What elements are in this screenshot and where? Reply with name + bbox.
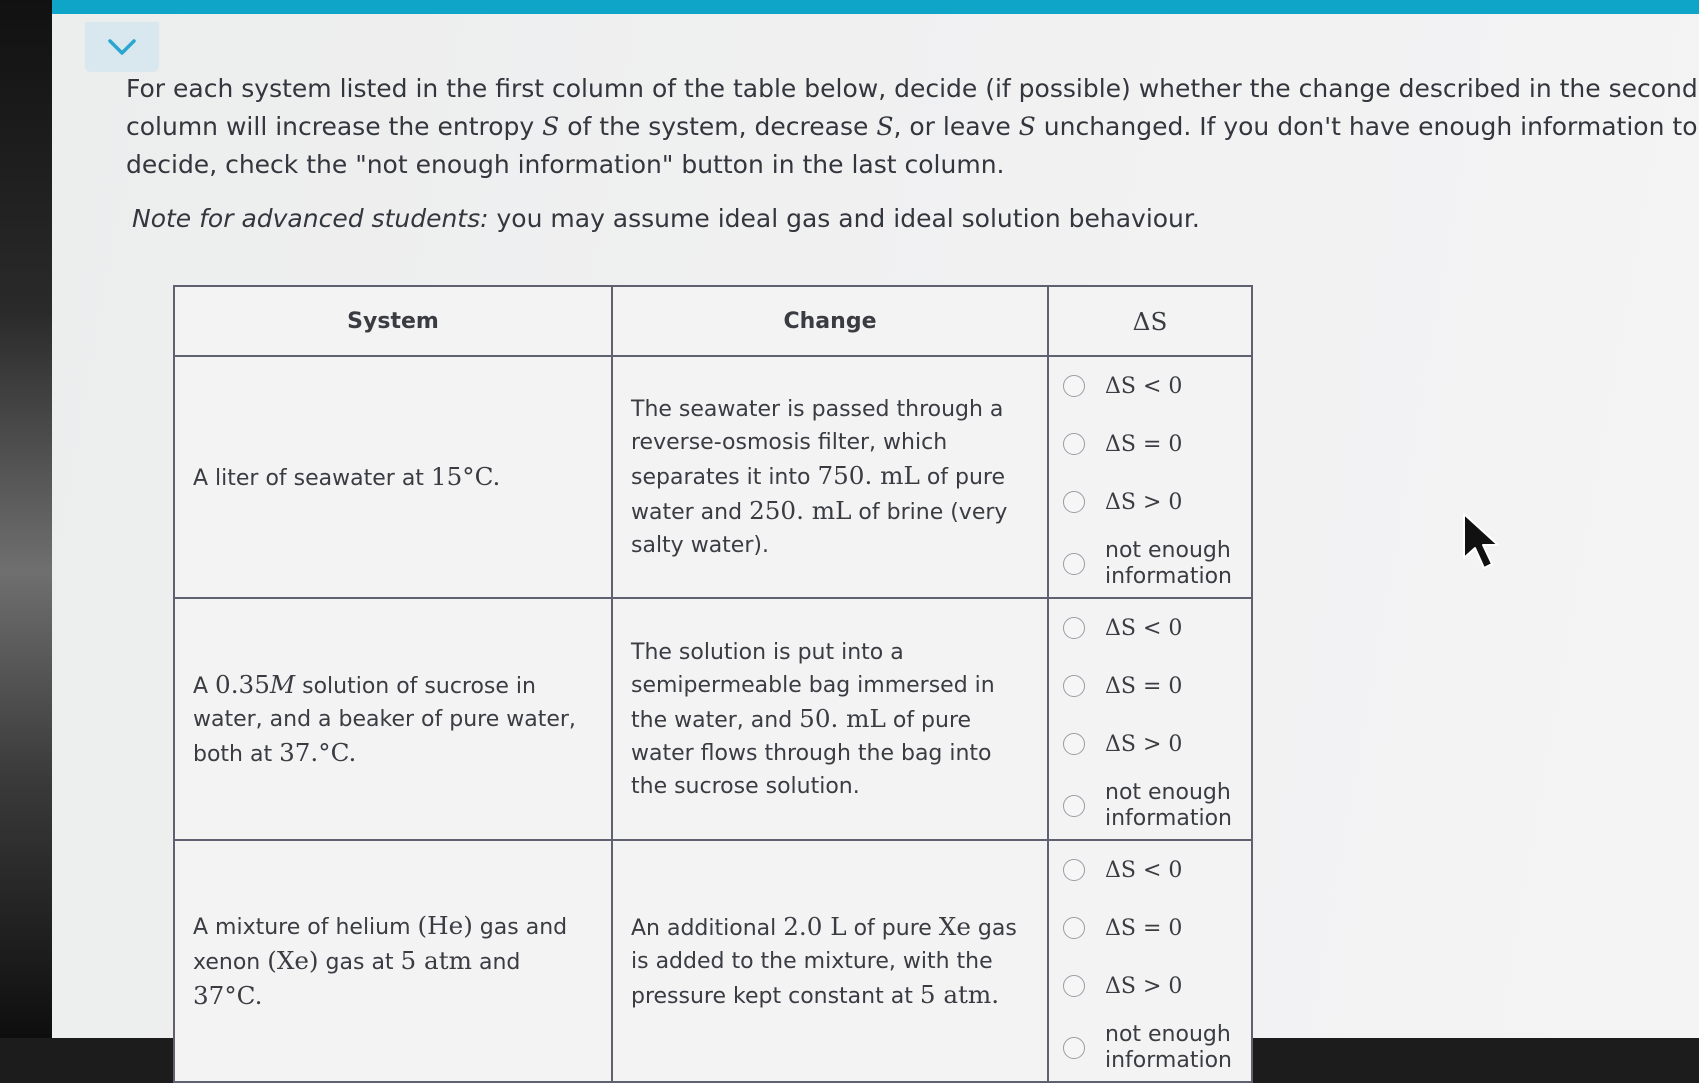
option-label: not enough information	[1105, 1022, 1232, 1073]
instructions-text-4: unchanged. If you don't have enough information to decide, check the "not enough information" button in the last column.	[126, 112, 1698, 179]
option-ds-zero[interactable]	[1049, 899, 1251, 957]
radio-button[interactable]	[1063, 859, 1085, 881]
option-ds-zero[interactable]	[1049, 657, 1251, 715]
option-ds-zero[interactable]	[1049, 415, 1251, 473]
change-cell	[612, 840, 1048, 1082]
chevron-down-icon	[107, 37, 137, 57]
system-text: A mixture of helium	[193, 914, 418, 940]
system-math: (Xe)	[267, 945, 319, 975]
photo-background-edge	[0, 0, 52, 1038]
radio-button[interactable]	[1063, 675, 1085, 697]
table-header-row	[174, 286, 1252, 356]
change-text: An additional	[631, 915, 784, 941]
system-cell	[174, 840, 612, 1082]
option-ds-negative[interactable]	[1049, 599, 1251, 657]
system-math: 5 atm	[400, 945, 472, 975]
radio-button[interactable]	[1063, 733, 1085, 755]
radio-button[interactable]	[1063, 433, 1085, 455]
option-label: ΔS > 0	[1105, 973, 1183, 999]
option-label: ΔS = 0	[1105, 673, 1183, 699]
option-ds-negative[interactable]	[1049, 357, 1251, 415]
option-label: not enough information	[1105, 538, 1232, 589]
delta-s-options	[1048, 598, 1252, 840]
system-math: (He)	[417, 910, 473, 940]
option-label: ΔS > 0	[1105, 731, 1183, 757]
change-cell	[612, 598, 1048, 840]
option-label: ΔS = 0	[1105, 915, 1183, 941]
change-text: of brine (very salty water).	[631, 499, 1008, 558]
header-delta-s-label: ΔS	[1132, 306, 1168, 336]
change-math: Xe	[938, 911, 971, 941]
change-math: 50. mL	[799, 703, 886, 733]
entropy-symbol: S	[1018, 112, 1036, 141]
radio-button[interactable]	[1063, 617, 1085, 639]
option-not-enough-info[interactable]	[1049, 1015, 1251, 1081]
system-cell	[174, 598, 612, 840]
top-accent-bar	[52, 0, 1699, 14]
option-ds-positive[interactable]	[1049, 715, 1251, 773]
system-text: and	[471, 949, 521, 975]
delta-s-options	[1048, 840, 1252, 1082]
system-math: 15°C.	[430, 461, 501, 491]
option-ds-positive[interactable]	[1049, 473, 1251, 531]
entropy-symbol: S	[542, 112, 560, 141]
change-text: of pure water and	[631, 464, 1006, 525]
system-text: solution of sucrose in water, and a beaker of pure water, both at	[193, 673, 576, 767]
system-math: 37.°C.	[279, 737, 357, 767]
radio-button[interactable]	[1063, 553, 1085, 575]
system-math: 37°C.	[193, 980, 263, 1010]
option-label: ΔS > 0	[1105, 489, 1183, 515]
table-row	[174, 356, 1252, 598]
option-label: ΔS < 0	[1105, 857, 1183, 883]
change-text: of pure water flows through the bag into the sucrose solution.	[631, 707, 992, 799]
option-ds-negative[interactable]	[1049, 841, 1251, 899]
header-change: Change	[612, 286, 1048, 356]
system-text: A	[193, 673, 216, 699]
note-text: you may assume ideal gas and ideal solution behaviour.	[488, 204, 1200, 233]
delta-s-options	[1048, 356, 1252, 598]
entropy-symbol: S	[876, 112, 894, 141]
system-text: A liter of seawater at	[193, 465, 431, 491]
option-not-enough-info[interactable]	[1049, 773, 1251, 839]
instructions-text-2: of the system, decrease	[559, 112, 877, 141]
change-text: The solution is put into a semipermeable bag immersed in the water, and	[631, 639, 995, 733]
radio-button[interactable]	[1063, 795, 1085, 817]
collapse-button[interactable]	[85, 22, 159, 72]
header-delta-s	[1048, 286, 1252, 356]
system-cell	[174, 356, 612, 598]
option-label: ΔS = 0	[1105, 431, 1183, 457]
system-math: M	[269, 669, 296, 699]
change-text: gas is added to the mixture, with the pressure kept constant at	[631, 915, 1017, 1009]
change-text: of pure	[846, 915, 939, 941]
option-label: ΔS < 0	[1105, 373, 1183, 399]
radio-button[interactable]	[1063, 975, 1085, 997]
change-text: The seawater is passed through a reverse-osmosis filter, which separates it into	[631, 396, 1004, 490]
system-math: 0.35	[215, 669, 270, 699]
entropy-table	[173, 285, 1253, 1083]
mouse-pointer-icon	[1462, 512, 1502, 572]
option-ds-positive[interactable]	[1049, 957, 1251, 1015]
change-math: 2.0 L	[783, 911, 847, 941]
radio-button[interactable]	[1063, 1037, 1085, 1059]
table-row	[174, 598, 1252, 840]
change-math: 750. mL	[817, 460, 920, 490]
note-label: Note for advanced students:	[132, 204, 489, 233]
option-not-enough-info[interactable]	[1049, 531, 1251, 597]
change-cell	[612, 356, 1048, 598]
system-text: gas at	[318, 949, 401, 975]
radio-button[interactable]	[1063, 917, 1085, 939]
header-system: System	[174, 286, 612, 356]
screen	[52, 0, 1699, 1073]
option-label: not enough information	[1105, 780, 1232, 831]
question-instructions	[126, 70, 1699, 184]
instructions-text-1: For each system listed in the first column of the table below, decide (if possible) whether the change described in the second column will increase the entropy	[126, 74, 1698, 141]
option-label: ΔS < 0	[1105, 615, 1183, 641]
table-row	[174, 840, 1252, 1082]
change-math: 250. mL	[749, 495, 852, 525]
change-math: 5 atm.	[919, 979, 1000, 1009]
radio-button[interactable]	[1063, 491, 1085, 513]
system-text: gas and xenon	[193, 914, 568, 975]
advanced-note	[132, 204, 1200, 233]
instructions-text-3: , or leave	[893, 112, 1019, 141]
radio-button[interactable]	[1063, 375, 1085, 397]
